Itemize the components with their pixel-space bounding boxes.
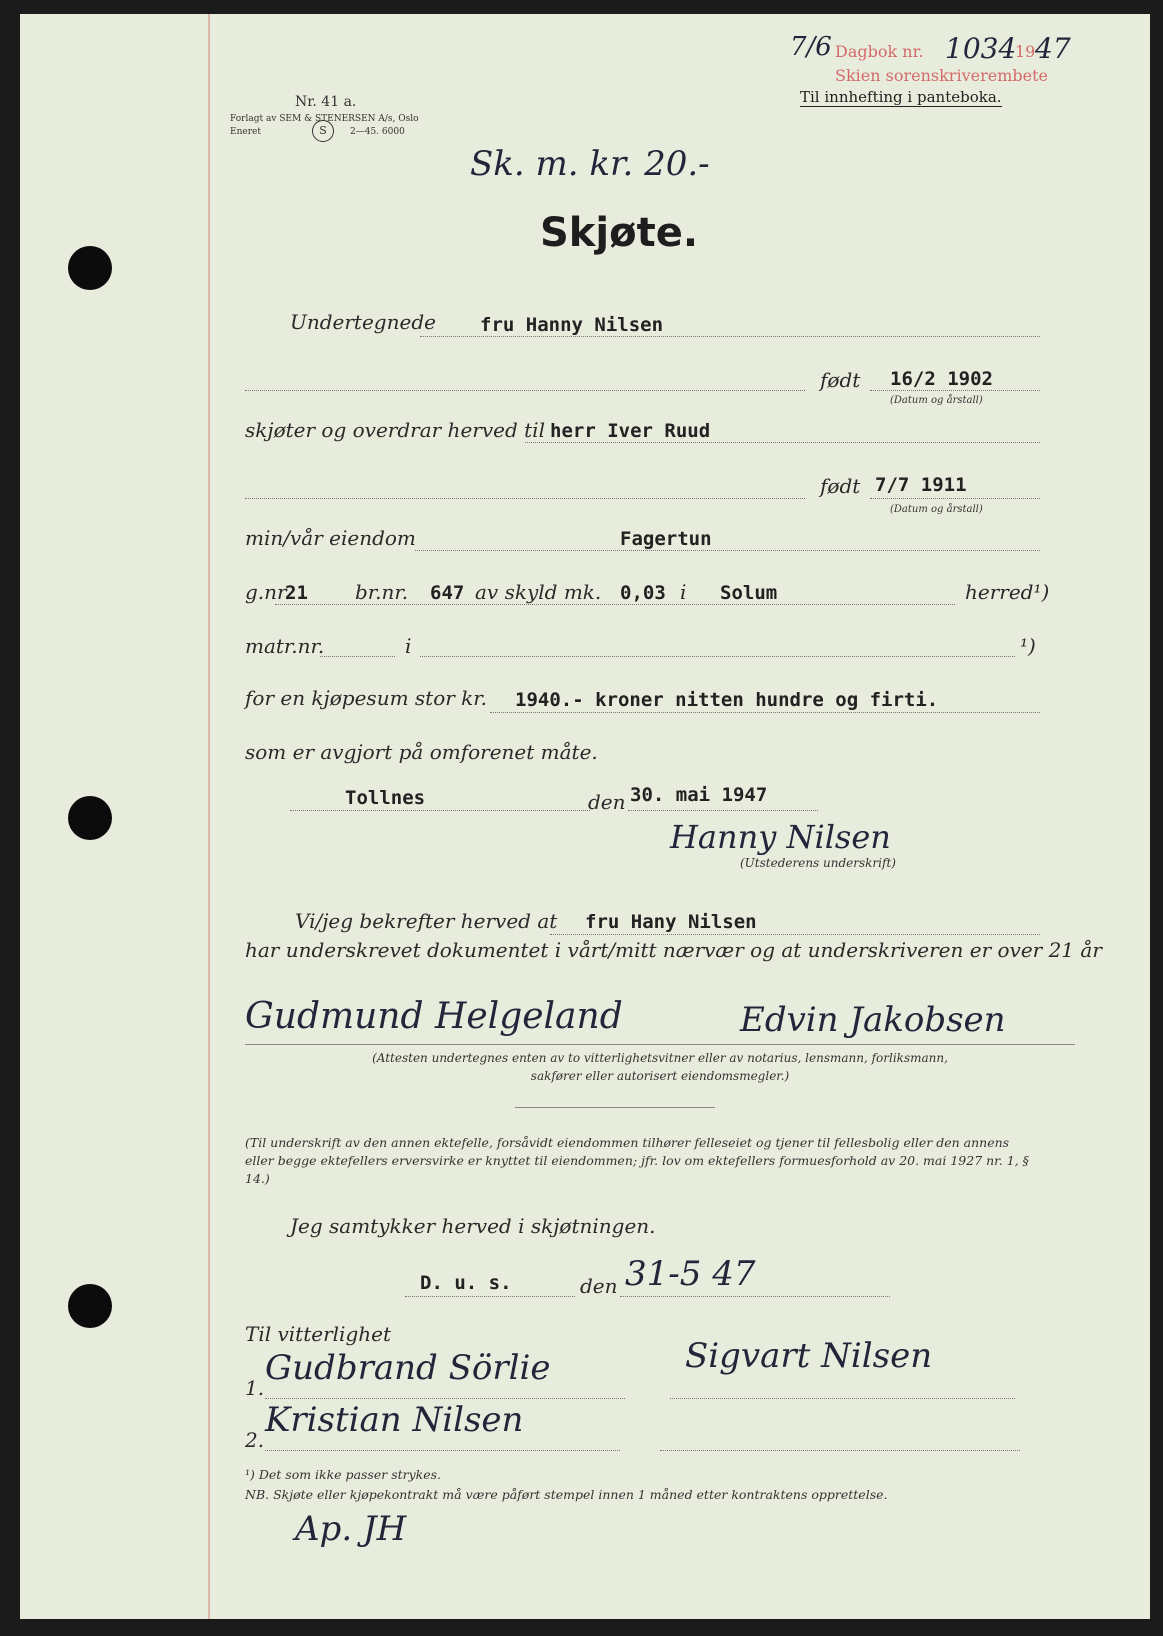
stamp-note: Til innhefting i panteboka. <box>800 88 1002 106</box>
witness-text-1: Vi/jeg bekrefter herved at <box>295 909 558 933</box>
dotted-line <box>415 550 1040 551</box>
document-page <box>20 14 1150 1619</box>
seller-signature: Hanny Nilsen <box>670 818 891 856</box>
publisher-logo: S <box>312 120 334 142</box>
dotted-line <box>275 604 955 605</box>
label-matr-suffix: ¹) <box>1020 634 1036 658</box>
utsteder-note: (Utstederens underskrift) <box>740 856 896 870</box>
punch-hole <box>68 796 112 840</box>
dotted-line <box>420 336 1040 337</box>
avgjort-text: som er avgjort på omforenet måte. <box>245 740 598 764</box>
footnote-1: ¹) Det som ikke passer strykes. <box>245 1467 442 1482</box>
spouse-place: D. u. s. <box>420 1272 512 1294</box>
dotted-line <box>290 810 590 811</box>
stamp-dagbok-label: Dagbok nr. <box>835 42 924 61</box>
witness-signature-1: Gudmund Helgeland <box>245 996 623 1037</box>
buyer-born: 7/7 1911 <box>875 474 967 496</box>
stamp-number: 1034 <box>945 32 1017 65</box>
label-den: den <box>588 790 626 814</box>
witness-1-number: 1. <box>245 1376 265 1400</box>
signature-line <box>245 1044 1075 1045</box>
label-kjopesum: for en kjøpesum stor kr. <box>245 686 488 710</box>
label-brnr: br.nr. <box>355 580 409 604</box>
dotted-line <box>490 712 1040 713</box>
spouse-signature: Sigvart Nilsen <box>685 1336 933 1376</box>
label-gnr: g.nr. <box>245 580 291 604</box>
dotted-line <box>265 1398 625 1399</box>
witness-2-signature: Kristian Nilsen <box>265 1400 524 1440</box>
witness-signature-2: Edvin Jakobsen <box>740 1000 1006 1040</box>
stamp-year-printed: 19 <box>1015 42 1036 61</box>
buyer-name: herr Iver Ruud <box>550 420 711 442</box>
dotted-line <box>670 1398 1015 1399</box>
property-name: Fagertun <box>620 528 712 550</box>
spouse-note: (Til underskrift av den annen ektefelle, forsåvidt eiendommen tilhører felleseiet og tjener til fellesbolig eller den annens eller begge ektefellers erversvirke er knyttet til eiendommen; jfr. lov om ektefellers formuesforhold av 20. mai 1927 nr. 1, § 14.) <box>245 1135 1029 1186</box>
punch-hole <box>68 1284 112 1328</box>
handwritten-fee: Sk. m. kr. 20.- <box>470 144 710 184</box>
dotted-line <box>320 656 395 657</box>
dotted-line <box>550 934 1040 935</box>
spouse-den-label: den <box>580 1274 618 1298</box>
label-fodt-2: født <box>820 474 861 498</box>
label-fodt: født <box>820 368 861 392</box>
margin-line <box>208 14 210 1619</box>
publisher-line: Forlagt av SEM & STENERSEN A/s, Oslo <box>230 114 419 124</box>
dotted-line <box>660 1450 1020 1451</box>
stamp-office: Skien sorenskriverembete <box>835 66 1048 85</box>
separator-line <box>515 1107 715 1108</box>
dotted-line <box>245 390 805 391</box>
skyld-value: 0,03 <box>620 582 666 604</box>
publisher-print-run: 2—45. 6000 <box>350 127 405 137</box>
seller-name: fru Hanny Nilsen <box>480 314 664 336</box>
label-skjoter: skjøter og overdrar herved til <box>245 418 545 442</box>
stamp-date: 7/6 <box>790 32 832 62</box>
spouse-consent: Jeg samtykker herved i skjøtningen. <box>290 1214 656 1238</box>
gnr-value: 21 <box>285 582 308 604</box>
punch-hole <box>68 246 112 290</box>
stamp-year: 47 <box>1035 32 1071 65</box>
dotted-line <box>628 810 818 811</box>
label-matr-i: i <box>405 634 412 658</box>
place: Tollnes <box>345 787 426 809</box>
witness-2-number: 2. <box>245 1428 265 1452</box>
witness-person: fru Hany Nilsen <box>585 911 757 933</box>
witness-text-2: har underskrevet dokumentet i vårt/mitt nærvær og at underskriveren er over 21 år <box>245 938 1102 962</box>
dotted-line <box>870 498 1040 499</box>
dotted-line <box>245 498 805 499</box>
dotted-line <box>265 1450 620 1451</box>
datum-note-2: (Datum og årstall) <box>890 504 983 515</box>
label-eiendom: min/vår eiendom <box>245 526 416 550</box>
label-skyld: av skyld mk. <box>475 580 602 604</box>
spouse-date: 31-5 47 <box>625 1254 756 1294</box>
label-herred: herred¹) <box>965 580 1050 604</box>
publisher-eneret: Eneret <box>230 127 261 137</box>
document-title: Skjøte. <box>540 210 699 256</box>
label-i: i <box>680 580 687 604</box>
dotted-line <box>870 390 1040 391</box>
dotted-line <box>525 442 1040 443</box>
brnr-value: 647 <box>430 582 465 604</box>
datum-note: (Datum og årstall) <box>890 395 983 406</box>
dotted-line <box>405 1296 575 1297</box>
seller-born: 16/2 1902 <box>890 368 993 390</box>
witness-note: (Attesten undertegnes enten av to vitterlighetsvitner eller av notarius, lensmann, forliksmann, sakfører eller autorisert eiendomsmegler.) <box>372 1051 948 1083</box>
price-value: 1940.- kroner nitten hundre og firti. <box>515 689 939 711</box>
footnote-nb: NB. Skjøte eller kjøpekontrakt må være påført stempel innen 1 måned etter kontraktens opprettelse. <box>245 1487 888 1502</box>
dotted-line <box>420 656 1015 657</box>
witness-1-signature: Gudbrand Sörlie <box>265 1348 551 1388</box>
label-undertegnede: Undertegnede <box>290 310 436 334</box>
sign-date: 30. mai 1947 <box>630 784 768 806</box>
handwritten-initials: Ap. JH <box>295 1509 407 1549</box>
til-vitterlighet: Til vitterlighet <box>245 1322 392 1346</box>
dotted-line <box>620 1296 890 1297</box>
herred-value: Solum <box>720 582 778 604</box>
form-number: Nr. 41 a. <box>295 94 357 110</box>
label-matr: matr.nr. <box>245 634 325 658</box>
